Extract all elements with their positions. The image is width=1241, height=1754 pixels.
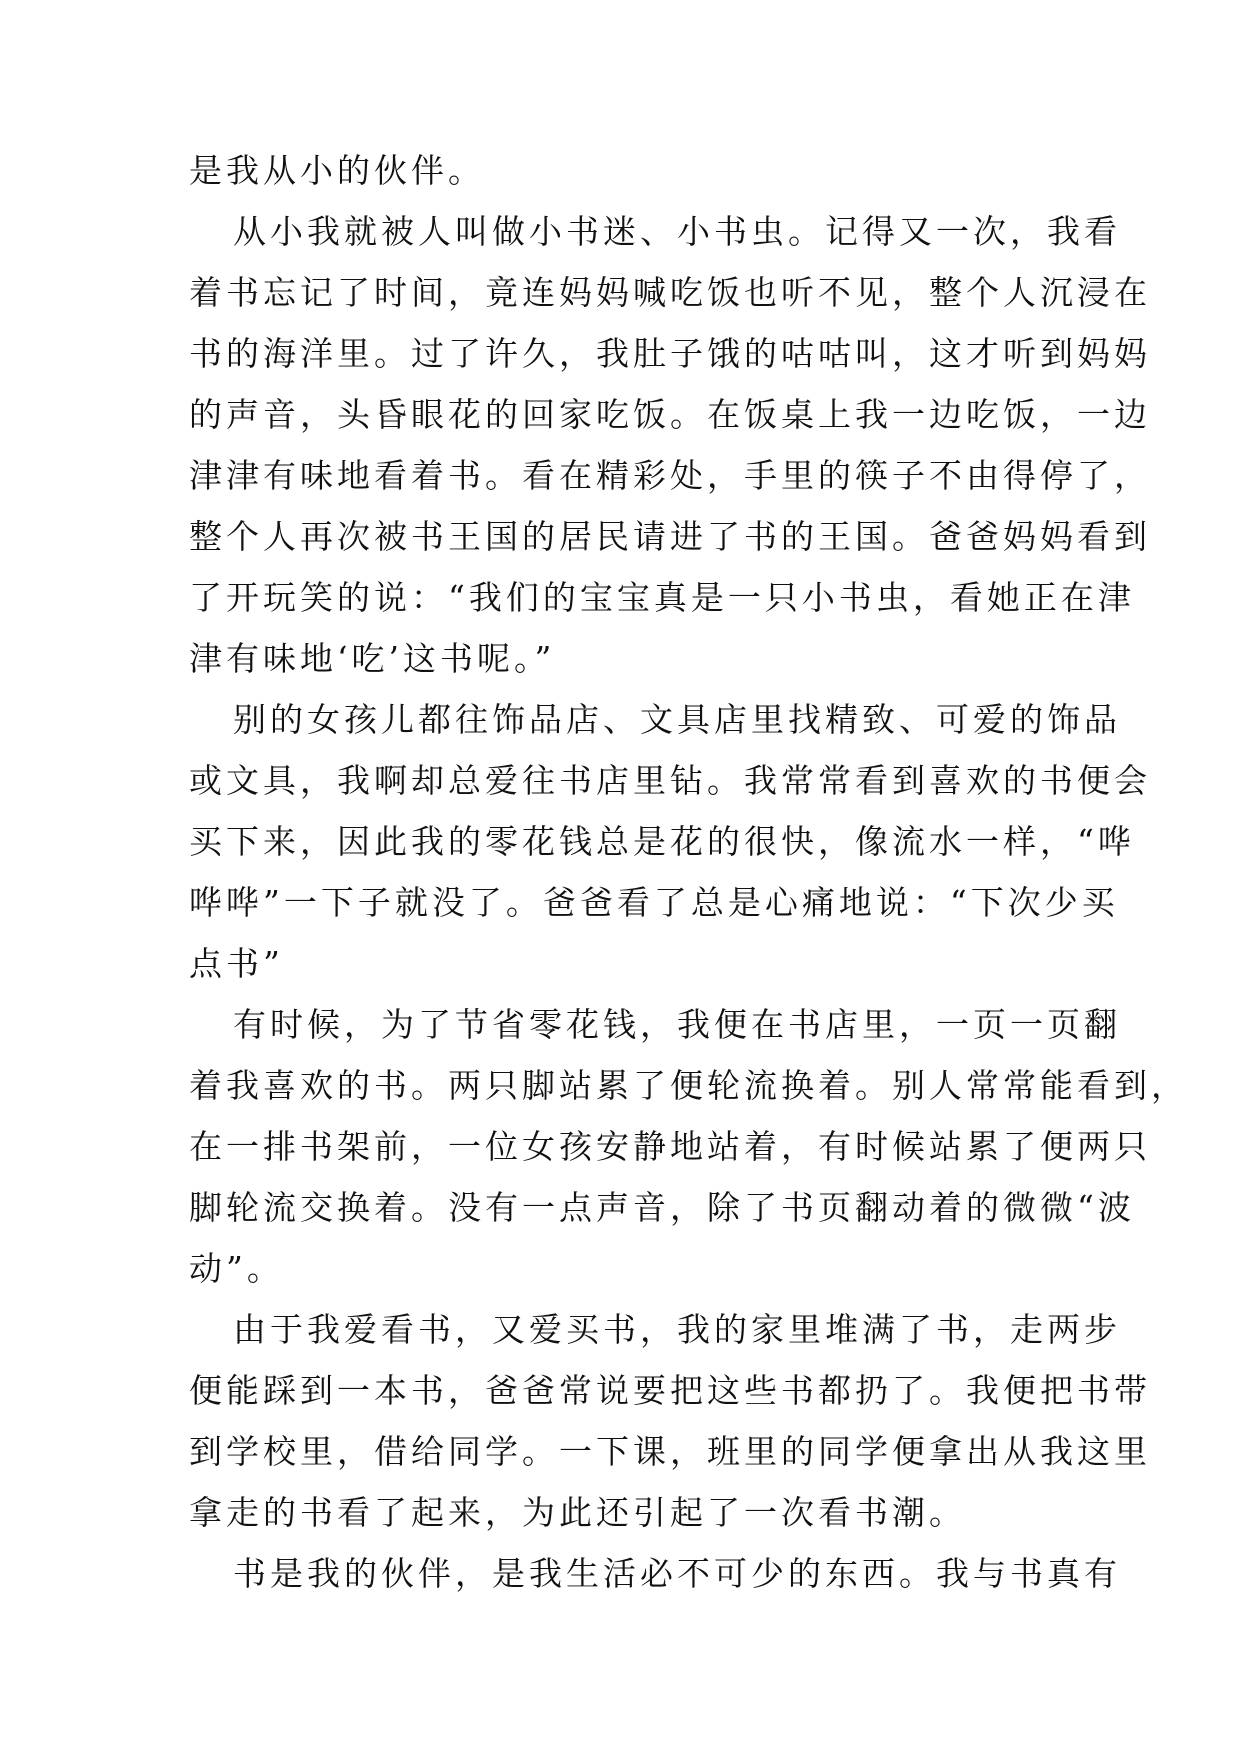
text-line: 着书忘记了时间，竟连妈妈喊吃饭也听不见，整个人沉浸在 — [189, 273, 1151, 312]
text-line: 着我喜欢的书。两只脚站累了便轮流换着。别人常常能看到， — [189, 1066, 1188, 1105]
text-line: 津有味地‘吃’这书呢。” — [189, 639, 556, 678]
text-line: 津津有味地看着书。看在精彩处，手里的筷子不由得停了， — [189, 456, 1151, 495]
text-line: 脚轮流交换着。没有一点声音，除了书页翻动着的微微“波 — [189, 1188, 1135, 1227]
text-line: 到学校里，借给同学。一下课，班里的同学便拿出从我这里 — [189, 1432, 1151, 1471]
paragraph-first-line: 书是我的伙伴，是我生活必不可少的东西。我与书真有 — [233, 1554, 1121, 1593]
text-line: 动”。 — [189, 1249, 284, 1288]
text-line: 书的海洋里。过了许久，我肚子饿的咕咕叫，这才听到妈妈 — [189, 334, 1151, 373]
text-line: 的声音，头昏眼花的回家吃饭。在饭桌上我一边吃饭，一边 — [189, 395, 1151, 434]
paragraph-first-line: 由于我爱看书，又爱买书，我的家里堆满了书，走两步 — [233, 1310, 1121, 1349]
text-line: 便能踩到一本书，爸爸常说要把这些书都扔了。我便把书带 — [189, 1371, 1151, 1410]
essay-body — [189, 140, 1188, 1604]
paragraph-first-line: 别的女孩儿都往饰品店、文具店里找精致、可爱的饰品 — [233, 700, 1121, 739]
text-line: 是我从小的伙伴。 — [189, 151, 485, 190]
text-line: 或文具，我啊却总爱往书店里钻。我常常看到喜欢的书便会 — [189, 761, 1151, 800]
text-line: 买下来，因此我的零花钱总是花的很快，像流水一样，“哗 — [189, 822, 1135, 861]
paragraph-first-line: 有时候，为了节省零花钱，我便在书店里，一页一页翻 — [233, 1005, 1121, 1044]
text-line: 拿走的书看了起来，为此还引起了一次看书潮。 — [189, 1493, 966, 1532]
text-line: 哗哗”一下子就没了。爸爸看了总是心痛地说：“下次少买 — [189, 883, 1119, 922]
text-line: 在一排书架前，一位女孩安静地站着，有时候站累了便两只 — [189, 1127, 1151, 1166]
paragraph-first-line: 从小我就被人叫做小书迷、小书虫。记得又一次，我看 — [233, 212, 1121, 251]
text-line: 点书” — [189, 944, 284, 983]
text-line: 整个人再次被书王国的居民请进了书的王国。爸爸妈妈看到 — [189, 517, 1151, 556]
text-line: 了开玩笑的说：“我们的宝宝真是一只小书虫，看她正在津 — [189, 578, 1135, 617]
